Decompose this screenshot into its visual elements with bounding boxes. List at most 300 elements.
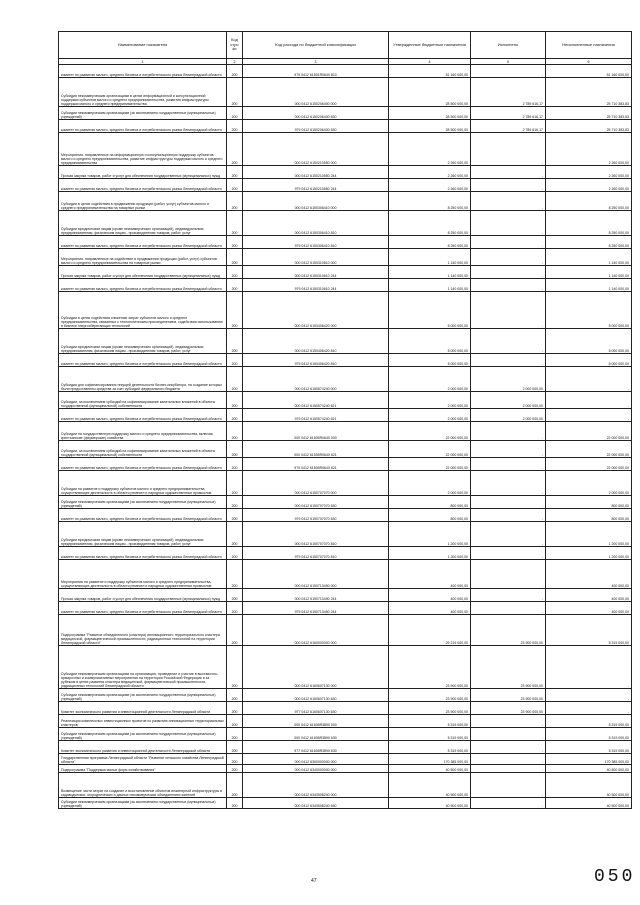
budget-report-sheet <box>58 31 631 809</box>
row-name: Субсидии некоммерческим организациям на организацию, проведение и участие в выставочно-ярмарочных и коммуникативных мероприятиях на территории Российской Федерации и за рубежом в целях развития кластера медицинской, фармацевтической промышленности, радиационных технологий Ленинградской области <box>59 646 227 689</box>
row-executed-amount: - <box>471 441 546 458</box>
row-executed-amount: - <box>471 496 546 509</box>
row-line-code: 200 <box>227 496 243 509</box>
row-executed-amount: - <box>471 65 546 78</box>
row-name: Субсидии, за исключением субсидий на софинансирование капитальных вложений в объекты государственной (муниципальной) собственности <box>59 392 227 409</box>
row-name: Субсидии некоммерческим организациям (за исключением государственных (муниципальных) учреждений) <box>59 798 227 809</box>
table-row <box>59 547 632 560</box>
row-kbk-code: 000 0412 6150306410 000 <box>243 192 389 211</box>
row-unexecuted-amount: 40 500 000,00 <box>546 798 632 809</box>
row-kbk-code: 979 0412 6150707070 630 <box>243 509 389 522</box>
row-line-code: 200 <box>227 765 243 773</box>
row-unexecuted-amount: 800 000,00 <box>546 496 632 509</box>
row-kbk-code: 000 0412 6150306410 810 <box>243 211 389 236</box>
row-executed-amount: - <box>471 522 546 547</box>
table-row <box>59 120 632 133</box>
row-approved-amount: 1 140 000,00 <box>389 279 471 292</box>
row-approved-amount: 1 200 000,00 <box>389 522 471 547</box>
row-approved-amount: 1 200 000,00 <box>389 547 471 560</box>
row-line-code: 200 <box>227 754 243 765</box>
row-name: Государственная программа Ленинградской области "Развитие сельского хозяйства Ленинградской области" <box>59 754 227 765</box>
row-name: Субсидии в целях содействия снижению затрат субъектов малого и среднего предпринимательства, связанных с технологическим присоединением, содействия использованию в бизнесе энергосберегающих технологий <box>59 292 227 329</box>
row-line-code: 200 <box>227 279 243 292</box>
table-row <box>59 266 632 279</box>
row-line-code: 200 <box>227 249 243 266</box>
row-unexecuted-amount: 1 140 000,00 <box>546 279 632 292</box>
row-kbk-code: 979 0412 6150206400 630 <box>243 120 389 133</box>
row-line-code: 200 <box>227 471 243 496</box>
row-unexecuted-amount: 25 710 383,83 <box>546 120 632 133</box>
row-approved-amount: 23 900 000,00 <box>389 646 471 689</box>
header-name: Наименование показателя <box>59 32 227 59</box>
header-executed: Исполнено <box>471 32 546 59</box>
column-number: 6 <box>546 59 632 65</box>
row-approved-amount: 400 000,00 <box>389 602 471 615</box>
row-approved-amount: 23 900 000,00 <box>389 689 471 702</box>
row-line-code: 200 <box>227 798 243 809</box>
table-row <box>59 728 632 741</box>
row-line-code: 200 <box>227 741 243 754</box>
row-name: комитет по развитию малого, среднего бизнеса и потребительского рынка Ленинградской области <box>59 409 227 422</box>
row-name: Прочая закупка товаров, работ и услуг для обеспечения государственных (муниципальных) нужд <box>59 266 227 279</box>
table-row <box>59 133 632 166</box>
row-line-code: 200 <box>227 646 243 689</box>
row-kbk-code: 979 0412 61501R0640 810 <box>243 65 389 78</box>
row-name: комитет по развитию малого, среднего бизнеса и потребительского рынка Ленинградской области <box>59 354 227 367</box>
table-header-row <box>59 32 632 59</box>
row-unexecuted-amount: - <box>546 702 632 715</box>
row-approved-amount: 170 385 000,00 <box>389 754 471 765</box>
row-unexecuted-amount: 5 319 000,00 <box>546 615 632 646</box>
column-number: 2 <box>227 59 243 65</box>
row-executed-amount: - <box>471 602 546 615</box>
row-line-code: 200 <box>227 236 243 249</box>
row-approved-amount: 23 900 000,00 <box>389 702 471 715</box>
table-row <box>59 236 632 249</box>
table-row <box>59 765 632 773</box>
row-approved-amount: 40 500 000,00 <box>389 765 471 773</box>
row-kbk-code: 000 0412 6340508240 630 <box>243 798 389 809</box>
row-name: Субсидии некоммерческим организациям (за исключением государственных (муниципальных) учреждений) <box>59 728 227 741</box>
row-unexecuted-amount: 8 250 000,00 <box>546 236 632 249</box>
row-line-code: 200 <box>227 329 243 354</box>
header-code: Код стро ки <box>227 32 243 59</box>
row-unexecuted-amount: 1 200 000,00 <box>546 522 632 547</box>
row-executed-amount: - <box>471 560 546 589</box>
table-row <box>59 65 632 78</box>
row-line-code: 200 <box>227 354 243 367</box>
row-name: Мероприятия, направленные на содействие в продвижении продукции (работ, услуг) субъектов малого и среднего предпринимательства на товарные рынки <box>59 249 227 266</box>
row-approved-amount: 2 000 000,00 <box>389 471 471 496</box>
row-kbk-code: 000 0412 6300000000 000 <box>243 754 389 765</box>
row-kbk-code: 000 0412 6150206400 630 <box>243 107 389 120</box>
column-number: 3 <box>243 59 389 65</box>
row-unexecuted-amount: 51 160 000,00 <box>546 65 632 78</box>
row-executed-amount: - <box>471 329 546 354</box>
table-row <box>59 646 632 689</box>
column-number: 1 <box>59 59 227 65</box>
row-name: Субсидия для софинансирования текущей деятельности бизнес-инкубатора, на создание которых были предоставлены средства за счет субсидий федерального бюджета <box>59 367 227 392</box>
row-unexecuted-amount: 5 319 000,00 <box>546 741 632 754</box>
row-approved-amount: 1 140 000,00 <box>389 249 471 266</box>
row-line-code: 200 <box>227 458 243 471</box>
row-name: комитет по развитию малого, среднего бизнеса и потребительского рынка Ленинградской области <box>59 236 227 249</box>
row-unexecuted-amount: - <box>546 689 632 702</box>
row-approved-amount: 5 319 000,00 <box>389 728 471 741</box>
row-kbk-code: 979 0412 61505R0640 621 <box>243 458 389 471</box>
row-line-code: 200 <box>227 65 243 78</box>
row-executed-amount: - <box>471 765 546 773</box>
table-row <box>59 589 632 602</box>
row-executed-amount: 2 000 000,00 <box>471 367 546 392</box>
row-approved-amount: 8 250 000,00 <box>389 192 471 211</box>
row-line-code: 200 <box>227 367 243 392</box>
row-kbk-code: 000 0412 6150206400 000 <box>243 78 389 107</box>
table-row <box>59 192 632 211</box>
row-name: Субсидии некоммерческим организациям (за исключением государственных (муниципальных) учреждений) <box>59 107 227 120</box>
row-line-code: 200 <box>227 409 243 422</box>
row-executed-amount: 23 900 000,00 <box>471 646 546 689</box>
table-row <box>59 367 632 392</box>
table-row <box>59 441 632 458</box>
row-line-code: 200 <box>227 179 243 192</box>
row-line-code: 200 <box>227 509 243 522</box>
table-body <box>59 65 632 809</box>
row-name: комитет по развитию малого, среднего бизнеса и потребительского рынка Ленинградской области <box>59 458 227 471</box>
row-line-code: 200 <box>227 615 243 646</box>
table-row <box>59 409 632 422</box>
table-row <box>59 458 632 471</box>
table-row <box>59 329 632 354</box>
row-executed-amount: 23 900 000,00 <box>471 702 546 715</box>
row-approved-amount: 2 000 000,00 <box>389 392 471 409</box>
table-row <box>59 522 632 547</box>
row-approved-amount: 400 000,00 <box>389 589 471 602</box>
row-kbk-code: 000 0412 6340000000 000 <box>243 765 389 773</box>
table-row <box>59 615 632 646</box>
row-name: Мероприятия на развитие и поддержку субъектов малого и среднего предпринимательства, осуществляющих деятельность в области ремесел и народных художественных промыслов <box>59 560 227 589</box>
row-executed-amount: 2 000 000,00 <box>471 409 546 422</box>
column-number: 5 <box>471 59 546 65</box>
row-unexecuted-amount: 2 260 000,00 <box>546 179 632 192</box>
row-line-code: 200 <box>227 560 243 589</box>
row-unexecuted-amount: 170 385 000,00 <box>546 754 632 765</box>
row-approved-amount: 2 000 000,00 <box>389 409 471 422</box>
row-approved-amount: 2 260 000,00 <box>389 179 471 192</box>
document-stamp-number: 050 <box>594 867 636 887</box>
row-line-code: 200 <box>227 602 243 615</box>
row-unexecuted-amount: 5 000 000,00 <box>546 354 632 367</box>
row-line-code: 200 <box>227 728 243 741</box>
header-approved: Утвержденные бюджетные назначения <box>389 32 471 59</box>
row-approved-amount: 28 500 000,00 <box>389 120 471 133</box>
column-number: 4 <box>389 59 471 65</box>
row-approved-amount: 8 250 000,00 <box>389 236 471 249</box>
row-executed-amount: - <box>471 589 546 602</box>
row-kbk-code: 979 0412 6150707070 810 <box>243 547 389 560</box>
row-line-code: 200 <box>227 266 243 279</box>
table-row <box>59 392 632 409</box>
row-name: Субсидии, за исключением субсидий на софинансирование капитальных вложений в объекты государственной (муниципальной) собственности <box>59 441 227 458</box>
row-line-code: 200 <box>227 120 243 133</box>
row-line-code: 200 <box>227 133 243 166</box>
row-name: Субсидии юридическим лицам (кроме некоммерческих организаций), индивидуальным предпринимателям, физическим лицам - производителям товаров, работ, услуг <box>59 522 227 547</box>
row-name: Прочая закупка товаров, работ и услуг для обеспечения государственных (муниципальных) нужд <box>59 166 227 179</box>
row-name: Субсидии на развитие и поддержку субъектов малого и среднего предпринимательства, осуществляющих деятельность в области ремесел и народных художественных промыслов <box>59 471 227 496</box>
row-kbk-code: 000 0412 6150707070 630 <box>243 496 389 509</box>
row-kbk-code: 000 0412 6150574240 000 <box>243 367 389 392</box>
row-executed-amount: - <box>471 211 546 236</box>
row-kbk-code: 979 0412 6150713490 244 <box>243 602 389 615</box>
table-row <box>59 249 632 266</box>
row-line-code: 200 <box>227 441 243 458</box>
table-row <box>59 354 632 367</box>
table-row <box>59 741 632 754</box>
row-line-code: 200 <box>227 689 243 702</box>
row-unexecuted-amount: 22 000 000,00 <box>546 422 632 441</box>
table-row <box>59 560 632 589</box>
row-approved-amount: 40 500 000,00 <box>389 773 471 798</box>
row-line-code: 200 <box>227 166 243 179</box>
row-executed-amount: 2 789 616,17 <box>471 120 546 133</box>
row-unexecuted-amount: 1 140 000,00 <box>546 266 632 279</box>
row-approved-amount: 28 500 000,00 <box>389 107 471 120</box>
row-executed-amount: - <box>471 192 546 211</box>
row-kbk-code: 000 0412 6150574240 621 <box>243 392 389 409</box>
row-executed-amount: - <box>471 728 546 741</box>
row-approved-amount: 29 219 000,00 <box>389 615 471 646</box>
row-kbk-code: 000 0412 6150713490 000 <box>243 560 389 589</box>
row-unexecuted-amount: 5 000 000,00 <box>546 329 632 354</box>
row-approved-amount: 5 000 000,00 <box>389 292 471 329</box>
row-executed-amount: - <box>471 354 546 367</box>
row-unexecuted-amount: 25 710 383,83 <box>546 107 632 120</box>
row-name: Комитет экономического развития и инвестиционной деятельности Ленинградской области <box>59 741 227 754</box>
row-unexecuted-amount: 800 000,00 <box>546 509 632 522</box>
row-line-code: 200 <box>227 547 243 560</box>
row-kbk-code: 000 0412 61605R3890 630 <box>243 728 389 741</box>
row-kbk-code: 000 0412 6150310610 244 <box>243 266 389 279</box>
row-unexecuted-amount: 2 260 000,00 <box>546 133 632 166</box>
row-unexecuted-amount: - <box>546 367 632 392</box>
row-approved-amount: 22 000 000,00 <box>389 422 471 441</box>
row-executed-amount: - <box>471 292 546 329</box>
row-approved-amount: 2 000 000,00 <box>389 367 471 392</box>
table-row <box>59 166 632 179</box>
row-approved-amount: 800 000,00 <box>389 509 471 522</box>
row-executed-amount: - <box>471 471 546 496</box>
row-executed-amount: - <box>471 798 546 809</box>
row-approved-amount: 28 500 000,00 <box>389 78 471 107</box>
row-approved-amount: 40 500 000,00 <box>389 798 471 809</box>
table-row <box>59 754 632 765</box>
row-executed-amount: - <box>471 741 546 754</box>
row-kbk-code: 979 0412 6150406420 810 <box>243 354 389 367</box>
row-line-code: 200 <box>227 715 243 728</box>
row-executed-amount: 23 900 000,00 <box>471 615 546 646</box>
row-approved-amount: 51 160 000,00 <box>389 65 471 78</box>
row-line-code: 200 <box>227 522 243 547</box>
row-unexecuted-amount: - <box>546 392 632 409</box>
row-approved-amount: 1 140 000,00 <box>389 266 471 279</box>
row-executed-amount: - <box>471 547 546 560</box>
row-kbk-code: 000 0412 61505R0640 000 <box>243 422 389 441</box>
row-executed-amount: - <box>471 236 546 249</box>
table-row <box>59 702 632 715</box>
table-row <box>59 211 632 236</box>
row-approved-amount: 2 260 000,00 <box>389 166 471 179</box>
row-unexecuted-amount: 400 000,00 <box>546 589 632 602</box>
row-unexecuted-amount: 400 000,00 <box>546 560 632 589</box>
row-kbk-code: 979 0412 6150306410 810 <box>243 236 389 249</box>
row-line-code: 200 <box>227 292 243 329</box>
row-name: Прочая закупка товаров, работ и услуг для обеспечения государственных (муниципальных) нужд <box>59 589 227 602</box>
row-kbk-code: 000 0412 6150406420 000 <box>243 292 389 329</box>
row-approved-amount: 22 000 000,00 <box>389 441 471 458</box>
table-row <box>59 279 632 292</box>
row-name: Реализация комплексных инвестиционных проектов по развитию инновационных территориальных кластеров <box>59 715 227 728</box>
row-executed-amount: - <box>471 773 546 798</box>
row-name: Субсидии некоммерческим организациям (за исключением государственных (муниципальных) учреждений) <box>59 496 227 509</box>
row-unexecuted-amount: 40 500 000,00 <box>546 765 632 773</box>
row-name: Подпрограмма "Развитие объединенного (кластера) инновационного территориального кластера медицинской, фармацевтической промышленности, радиационных технологий на территории Ленинградской области" <box>59 615 227 646</box>
row-kbk-code: 000 0412 6150210550 244 <box>243 166 389 179</box>
row-name: Мероприятия, направленные на информационную и консультационную поддержку субъектов малого и среднего предпринимательства, развитие инфраструктуры поддержки малого и среднего предпринимательства <box>59 133 227 166</box>
row-executed-amount: 2 789 616,17 <box>471 78 546 107</box>
row-name: Субсидии некоммерческим организациям (за исключением государственных (муниципальных) учреждений) <box>59 689 227 702</box>
row-line-code: 200 <box>227 107 243 120</box>
row-approved-amount: 5 000 000,00 <box>389 329 471 354</box>
row-line-code: 200 <box>227 392 243 409</box>
row-kbk-code: 979 0412 6150310610 244 <box>243 279 389 292</box>
row-executed-amount: - <box>471 166 546 179</box>
table-row <box>59 689 632 702</box>
header-kbk: Код расхода по бюджетной классификации <box>243 32 389 59</box>
row-line-code: 200 <box>227 78 243 107</box>
row-executed-amount: 2 789 616,17 <box>471 107 546 120</box>
row-executed-amount: - <box>471 179 546 192</box>
table-row <box>59 602 632 615</box>
row-unexecuted-amount: 22 000 000,00 <box>546 458 632 471</box>
row-approved-amount: 400 000,00 <box>389 560 471 589</box>
table-row <box>59 496 632 509</box>
table-row <box>59 715 632 728</box>
row-approved-amount: 8 250 000,00 <box>389 211 471 236</box>
table-row <box>59 107 632 120</box>
row-name: комитет по развитию малого, среднего бизнеса и потребительского рынка Ленинградской области <box>59 509 227 522</box>
row-executed-amount: - <box>471 279 546 292</box>
row-unexecuted-amount: 22 000 000,00 <box>546 441 632 458</box>
row-executed-amount: 2 000 000,00 <box>471 392 546 409</box>
row-kbk-code: 000 0412 6340508240 000 <box>243 773 389 798</box>
row-kbk-code: 000 0412 6150713490 244 <box>243 589 389 602</box>
row-unexecuted-amount: 1 200 000,00 <box>546 547 632 560</box>
row-executed-amount: - <box>471 422 546 441</box>
row-line-code: 200 <box>227 422 243 441</box>
row-unexecuted-amount: 2 000 000,00 <box>546 471 632 496</box>
budget-execution-table <box>58 31 632 809</box>
row-line-code: 200 <box>227 192 243 211</box>
row-unexecuted-amount: 8 250 000,00 <box>546 211 632 236</box>
row-unexecuted-amount: 8 250 000,00 <box>546 192 632 211</box>
row-unexecuted-amount: 40 500 000,00 <box>546 773 632 798</box>
row-kbk-code: 000 0412 6160607130 630 <box>243 689 389 702</box>
row-name: Комитет экономического развития и инвестиционной деятельности Ленинградской области <box>59 702 227 715</box>
row-name: комитет по развитию малого, среднего бизнеса и потребительского рынка Ленинградской области <box>59 547 227 560</box>
row-unexecuted-amount: - <box>546 409 632 422</box>
row-kbk-code: 979 0412 6150210550 244 <box>243 179 389 192</box>
row-executed-amount: - <box>471 249 546 266</box>
row-kbk-code: 000 0412 6160607130 000 <box>243 646 389 689</box>
row-kbk-code: 977 0412 6160607130 630 <box>243 702 389 715</box>
table-row <box>59 292 632 329</box>
row-name: комитет по развитию малого, среднего бизнеса и потребительского рынка Ленинградской области <box>59 179 227 192</box>
row-kbk-code: 000 0412 6150707070 810 <box>243 522 389 547</box>
row-executed-amount: 23 900 000,00 <box>471 689 546 702</box>
row-unexecuted-amount: 25 710 383,83 <box>546 78 632 107</box>
row-name: Подпрограмма "Поддержка малых форм хозяйствования" <box>59 765 227 773</box>
row-unexecuted-amount: 400 000,00 <box>546 602 632 615</box>
row-executed-amount: - <box>471 133 546 166</box>
row-name: Субсидии юридическим лицам (кроме некоммерческих организаций), индивидуальным предпринимателям, физическим лицам - производителям товаров, работ, услуг <box>59 329 227 354</box>
page-number: 47 <box>311 878 317 884</box>
row-executed-amount: - <box>471 715 546 728</box>
row-kbk-code: 000 0412 61605R3890 000 <box>243 715 389 728</box>
row-unexecuted-amount: - <box>546 646 632 689</box>
row-kbk-code: 000 0412 6150707070 000 <box>243 471 389 496</box>
row-kbk-code: 000 0412 61505R0640 621 <box>243 441 389 458</box>
row-executed-amount: - <box>471 266 546 279</box>
row-line-code: 200 <box>227 773 243 798</box>
row-executed-amount: - <box>471 509 546 522</box>
table-row <box>59 509 632 522</box>
row-kbk-code: 000 0412 6150210550 000 <box>243 133 389 166</box>
row-name: Субсидия некоммерческим организациям в целях информационной и консультационной поддержки субъектов малого и среднего предпринимательства, развития инфраструктуры поддержки малого и среднего предпринимательства <box>59 78 227 107</box>
row-unexecuted-amount: 2 260 000,00 <box>546 166 632 179</box>
row-name: Субсидии на государственную поддержку малого и среднего предпринимательства, включая крестьянские (фермерские) хозяйства <box>59 422 227 441</box>
row-kbk-code: 000 0412 6150310610 000 <box>243 249 389 266</box>
row-name: комитет по развитию малого, среднего бизнеса и потребительского рынка Ленинградской области <box>59 120 227 133</box>
row-name: комитет по развитию малого, среднего бизнеса и потребительского рынка Ленинградской области <box>59 602 227 615</box>
table-row <box>59 773 632 798</box>
row-line-code: 200 <box>227 211 243 236</box>
table-row <box>59 798 632 809</box>
row-kbk-code: 979 0412 6150574240 621 <box>243 409 389 422</box>
row-kbk-code: 977 0412 61605R3890 630 <box>243 741 389 754</box>
row-approved-amount: 800 000,00 <box>389 496 471 509</box>
row-executed-amount: - <box>471 458 546 471</box>
row-kbk-code: 000 0412 6160000000 000 <box>243 615 389 646</box>
row-unexecuted-amount: 5 000 000,00 <box>546 292 632 329</box>
row-approved-amount: 5 000 000,00 <box>389 354 471 367</box>
row-line-code: 200 <box>227 702 243 715</box>
row-name: Возмещение части затрат на создание и восстановление объектов инженерной инфраструктуры в садоводческих, огороднических и дачных некоммерческих объединениях жителей <box>59 773 227 798</box>
row-approved-amount: 5 319 000,00 <box>389 741 471 754</box>
row-kbk-code: 000 0412 6150406420 810 <box>243 329 389 354</box>
table-row <box>59 422 632 441</box>
row-approved-amount: 2 260 000,00 <box>389 133 471 166</box>
row-name: Субсидии юридическим лицам (кроме некоммерческих организаций), индивидуальным предпринимателям, физическим лицам - производителям товаров, работ, услуг <box>59 211 227 236</box>
row-approved-amount: 22 000 000,00 <box>389 458 471 471</box>
table-row <box>59 471 632 496</box>
table-row <box>59 78 632 107</box>
header-unexecuted: Неисполненные назначения <box>546 32 632 59</box>
table-row <box>59 179 632 192</box>
row-executed-amount: - <box>471 754 546 765</box>
row-unexecuted-amount: 1 140 000,00 <box>546 249 632 266</box>
row-approved-amount: 5 319 000,00 <box>389 715 471 728</box>
row-name: Субсидии в целях содействия в продвижении продукции (работ, услуг) субъектов малого и среднего предпринимательства на товарные рынки <box>59 192 227 211</box>
